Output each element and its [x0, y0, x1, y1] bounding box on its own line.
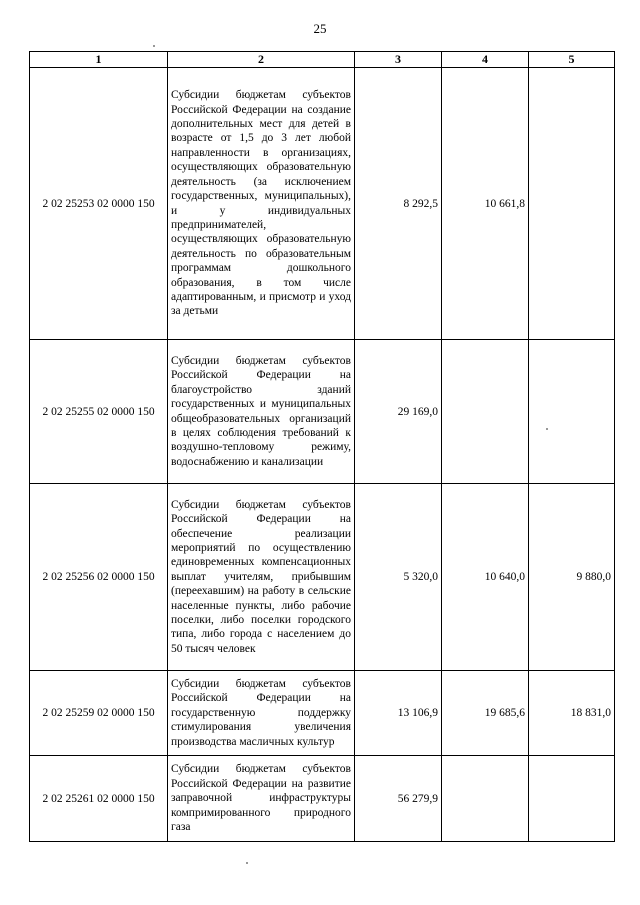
budget-table [29, 51, 615, 842]
amount-col-5: 9 880,0 [529, 484, 615, 671]
amount-col-3: 56 279,9 [355, 756, 442, 842]
amount-col-5 [529, 68, 615, 340]
amount-col-3: 13 106,9 [355, 671, 442, 756]
amount-col-3: 5 320,0 [355, 484, 442, 671]
budget-code: 2 02 25261 02 0000 150 [30, 756, 168, 842]
amount-col-4: 10 640,0 [442, 484, 529, 671]
scan-speck [153, 45, 155, 47]
amount-col-4 [442, 756, 529, 842]
subsidy-description: Субсидии бюджетам субъектов Российской Федерации на создание дополнительных мест для детей в возрасте от 1,5 до 3 лет любой направленности в организациях, осуществляющих образовательную деятельность (за исключением государственных, муниципальных), и у индивидуальных предпринимателей, осуществляющих образовательную деятельность по образовательным программам дошкольного образования, в том числе адаптированным, и присмотр и уход за детьми [168, 68, 355, 340]
subsidy-description: Субсидии бюджетам субъектов Российской Федерации на государственную поддержку стимулирования увеличения производства масличных культур [168, 671, 355, 756]
amount-col-5: 18 831,0 [529, 671, 615, 756]
header-col-3: 3 [355, 52, 442, 68]
table-row [30, 756, 615, 842]
budget-code: 2 02 25259 02 0000 150 [30, 671, 168, 756]
budget-code: 2 02 25256 02 0000 150 [30, 484, 168, 671]
amount-col-4: 10 661,8 [442, 68, 529, 340]
scan-speck [246, 862, 248, 864]
table-row [30, 484, 615, 671]
table-header-row [30, 52, 615, 68]
scan-speck [546, 428, 548, 430]
page-number: 25 [313, 21, 327, 36]
subsidy-description: Субсидии бюджетам субъектов Российской Федерации на развитие заправочной инфраструктуры компримированного природного газа [168, 756, 355, 842]
subsidy-description: Субсидии бюджетам субъектов Российской Федерации на обеспечение реализации мероприятий по осуществлению единовременных компенсационных выплат учителям, прибывшим (переехавшим) на работу в сельские населенные пункты, либо рабочие поселки, либо поселки городского типа, либо города с населением до 50 тысяч человек [168, 484, 355, 671]
budget-code: 2 02 25253 02 0000 150 [30, 68, 168, 340]
header-col-5: 5 [529, 52, 615, 68]
header-col-1: 1 [30, 52, 168, 68]
amount-col-5 [529, 756, 615, 842]
table-row [30, 671, 615, 756]
amount-col-3: 29 169,0 [355, 340, 442, 484]
budget-code: 2 02 25255 02 0000 150 [30, 340, 168, 484]
amount-col-3: 8 292,5 [355, 68, 442, 340]
header-col-4: 4 [442, 52, 529, 68]
subsidy-description: Субсидии бюджетам субъектов Российской Федерации на благоустройство зданий государственных и муниципальных общеобразовательных организаций в целях соблюдения требований к воздушно-тепловому режиму, водоснабжению и канализации [168, 340, 355, 484]
table-row [30, 68, 615, 340]
amount-col-4: 19 685,6 [442, 671, 529, 756]
header-col-2: 2 [168, 52, 355, 68]
amount-col-5 [529, 340, 615, 484]
table-row [30, 340, 615, 484]
amount-col-4 [442, 340, 529, 484]
